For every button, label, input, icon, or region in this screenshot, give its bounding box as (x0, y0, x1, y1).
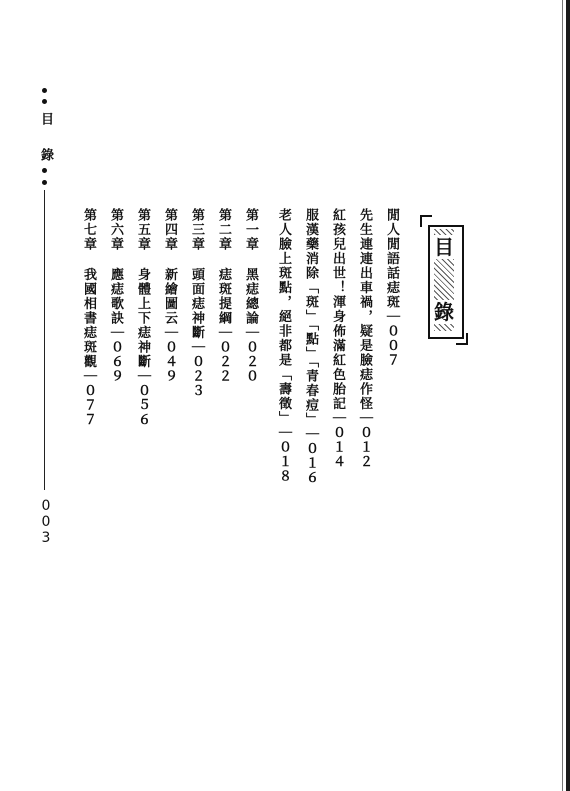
badge-title-char: 目 (431, 235, 457, 259)
leader-dash: ｜ (276, 425, 291, 440)
leader-dash: ｜ (189, 340, 204, 355)
entry-title: 頭面痣神斷 (189, 267, 204, 340)
toc-entry (163, 208, 176, 384)
entry-title: 老人臉上斑點，絕非都是「壽徵」 (276, 208, 291, 426)
toc-entry (358, 208, 371, 469)
toc-entry (217, 208, 230, 384)
page-reference: ０２０ (243, 340, 258, 384)
toc-entry (244, 208, 257, 384)
chapter-number: 第一章 (243, 208, 258, 252)
entry-title: 閒人閒語話痣斑 (384, 208, 399, 310)
leader-dash: ｜ (384, 309, 399, 324)
page-number: 003 (38, 498, 54, 546)
page-reference: ０１２ (357, 425, 372, 469)
entry-title: 新繪圖云 (162, 267, 177, 326)
leader-dash: ｜ (81, 369, 96, 384)
page-reference: ０２３ (189, 354, 204, 398)
badge-title-char: 錄 (431, 300, 457, 324)
dot-ornament (42, 168, 47, 173)
running-title-char: 錄 (38, 148, 53, 161)
leader-dash: ｜ (243, 325, 258, 340)
toc-entry (109, 208, 122, 384)
badge-corner (420, 215, 432, 227)
chapter-number: 第二章 (216, 208, 231, 252)
chapter-number: 第四章 (162, 208, 177, 252)
page-reference: ０７７ (81, 383, 96, 427)
chapter-number: 第七章 (81, 208, 96, 252)
dot-ornament (42, 88, 47, 93)
leader-dash: ｜ (303, 427, 318, 442)
entry-title: 黑痣總論 (243, 267, 258, 326)
header-rule (44, 190, 45, 490)
page-reference: ０１６ (303, 441, 318, 485)
page-edge-line (562, 0, 563, 791)
page-reference: ０２２ (216, 340, 231, 384)
toc-entry (277, 208, 290, 484)
entry-title: 服漢藥消除「斑」「點」「青春痘」 (303, 208, 318, 427)
toc-entry (136, 208, 149, 427)
page-reference: ０４９ (162, 340, 177, 384)
toc-title-badge (420, 215, 468, 345)
toc-entry (385, 208, 398, 368)
entry-title: 痣斑提綱 (216, 267, 231, 326)
leader-dash: ｜ (216, 325, 231, 340)
entry-title: 我國相書痣斑觀 (81, 267, 96, 369)
dot-ornament (42, 99, 47, 104)
badge-corner (456, 333, 468, 345)
leader-dash: ｜ (162, 325, 177, 340)
chapter-number: 第五章 (135, 208, 150, 252)
chapter-number: 第六章 (108, 208, 123, 252)
leader-dash: ｜ (108, 325, 123, 340)
page-reference: ０６９ (108, 340, 123, 384)
entry-title: 應痣歌訣 (108, 267, 123, 326)
entry-title: 先生連連出車禍，疑是臉痣作怪 (357, 208, 372, 411)
toc-entry (331, 208, 344, 469)
dot-ornament (42, 180, 47, 185)
page-reference: ０５６ (135, 383, 150, 427)
page-reference: ００７ (384, 324, 399, 368)
page-edge (566, 0, 570, 791)
page-reference: ０１８ (276, 440, 291, 484)
leader-dash: ｜ (135, 369, 150, 384)
chapter-number: 第三章 (189, 208, 204, 252)
toc-entry (82, 208, 95, 427)
leader-dash: ｜ (330, 411, 345, 426)
entry-title: 紅孩兒出世！渾身佈滿紅色胎記 (330, 208, 345, 411)
page-reference: ０１４ (330, 425, 345, 469)
toc-entry (304, 208, 317, 485)
toc-entry (190, 208, 203, 398)
leader-dash: ｜ (357, 411, 372, 426)
running-title-char: 目 (38, 112, 53, 125)
entry-title: 身體上下痣神斷 (135, 267, 150, 369)
